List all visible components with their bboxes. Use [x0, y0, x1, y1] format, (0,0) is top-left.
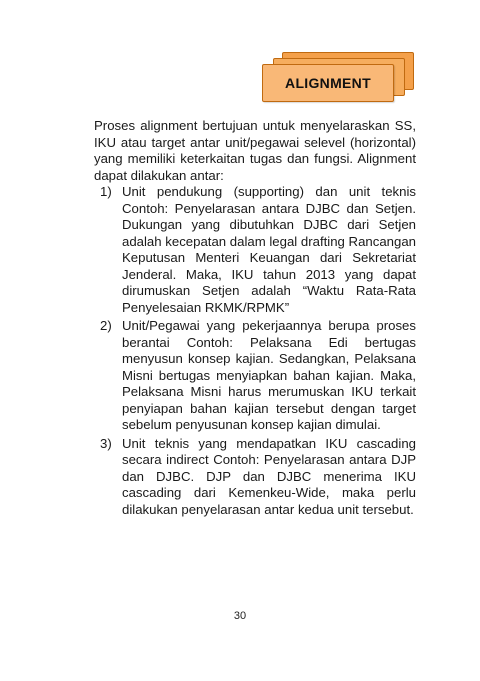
list-item	[94, 184, 416, 316]
alignment-list	[94, 184, 416, 520]
section-title: ALIGNMENT	[285, 75, 371, 91]
list-number: 3)	[100, 435, 112, 451]
badge-front-layer	[262, 64, 394, 102]
intro-paragraph: Proses alignment bertujuan untuk menyelaraskan SS, IKU atau target antar unit/pegawai selevel (horizontal) yang memiliki keterkaitan tugas dan fungsi. Alignment dapat dilakukan antar:	[94, 118, 416, 183]
list-text: Unit teknis yang mendapatkan IKU cascading secara indirect Contoh: Penyelarasan antara DJP dan DJBC. DJP dan DJBC menerima IKU cascading dari Kemenkeu-Wide, maka perlu dilakukan penyelarasan antar kedua unit tersebut.	[122, 435, 416, 517]
section-badge	[262, 52, 420, 108]
list-number: 1)	[100, 184, 112, 199]
list-text: Unit/Pegawai yang pekerjaannya berupa proses berantai Contoh: Pelaksana Edi bertugas menyusun konsep kajian. Sedangkan, Pelaksana Misni bertugas menyiapkan bahan kajian. Maka, Pelaksana Misni harus merumuskan IKU terkait penyiapan bahan kajian tersebut dengan target sebelum penyusunan konsep kajian dimulai.	[122, 318, 416, 432]
list-item	[94, 436, 416, 519]
page-number: 30	[233, 610, 247, 622]
list-text: Unit pendukung (supporting) dan unit teknis Contoh: Penyelarasan antara DJBC dan Setjen. Dukungan yang dibutuhkan DJBC dari Setjen adalah kecepatan dalam legal drafting Rancangan Keputusan Menteri Keuangan dari Sekretariat Jenderal. Maka, IKU tahun 2013 yang dapat dirumuskan Setjen adalah “Waktu Rata-Rata Penyelesaian RKMK/RPMK”	[122, 184, 417, 315]
list-number: 2)	[100, 318, 112, 333]
list-item	[94, 318, 416, 434]
